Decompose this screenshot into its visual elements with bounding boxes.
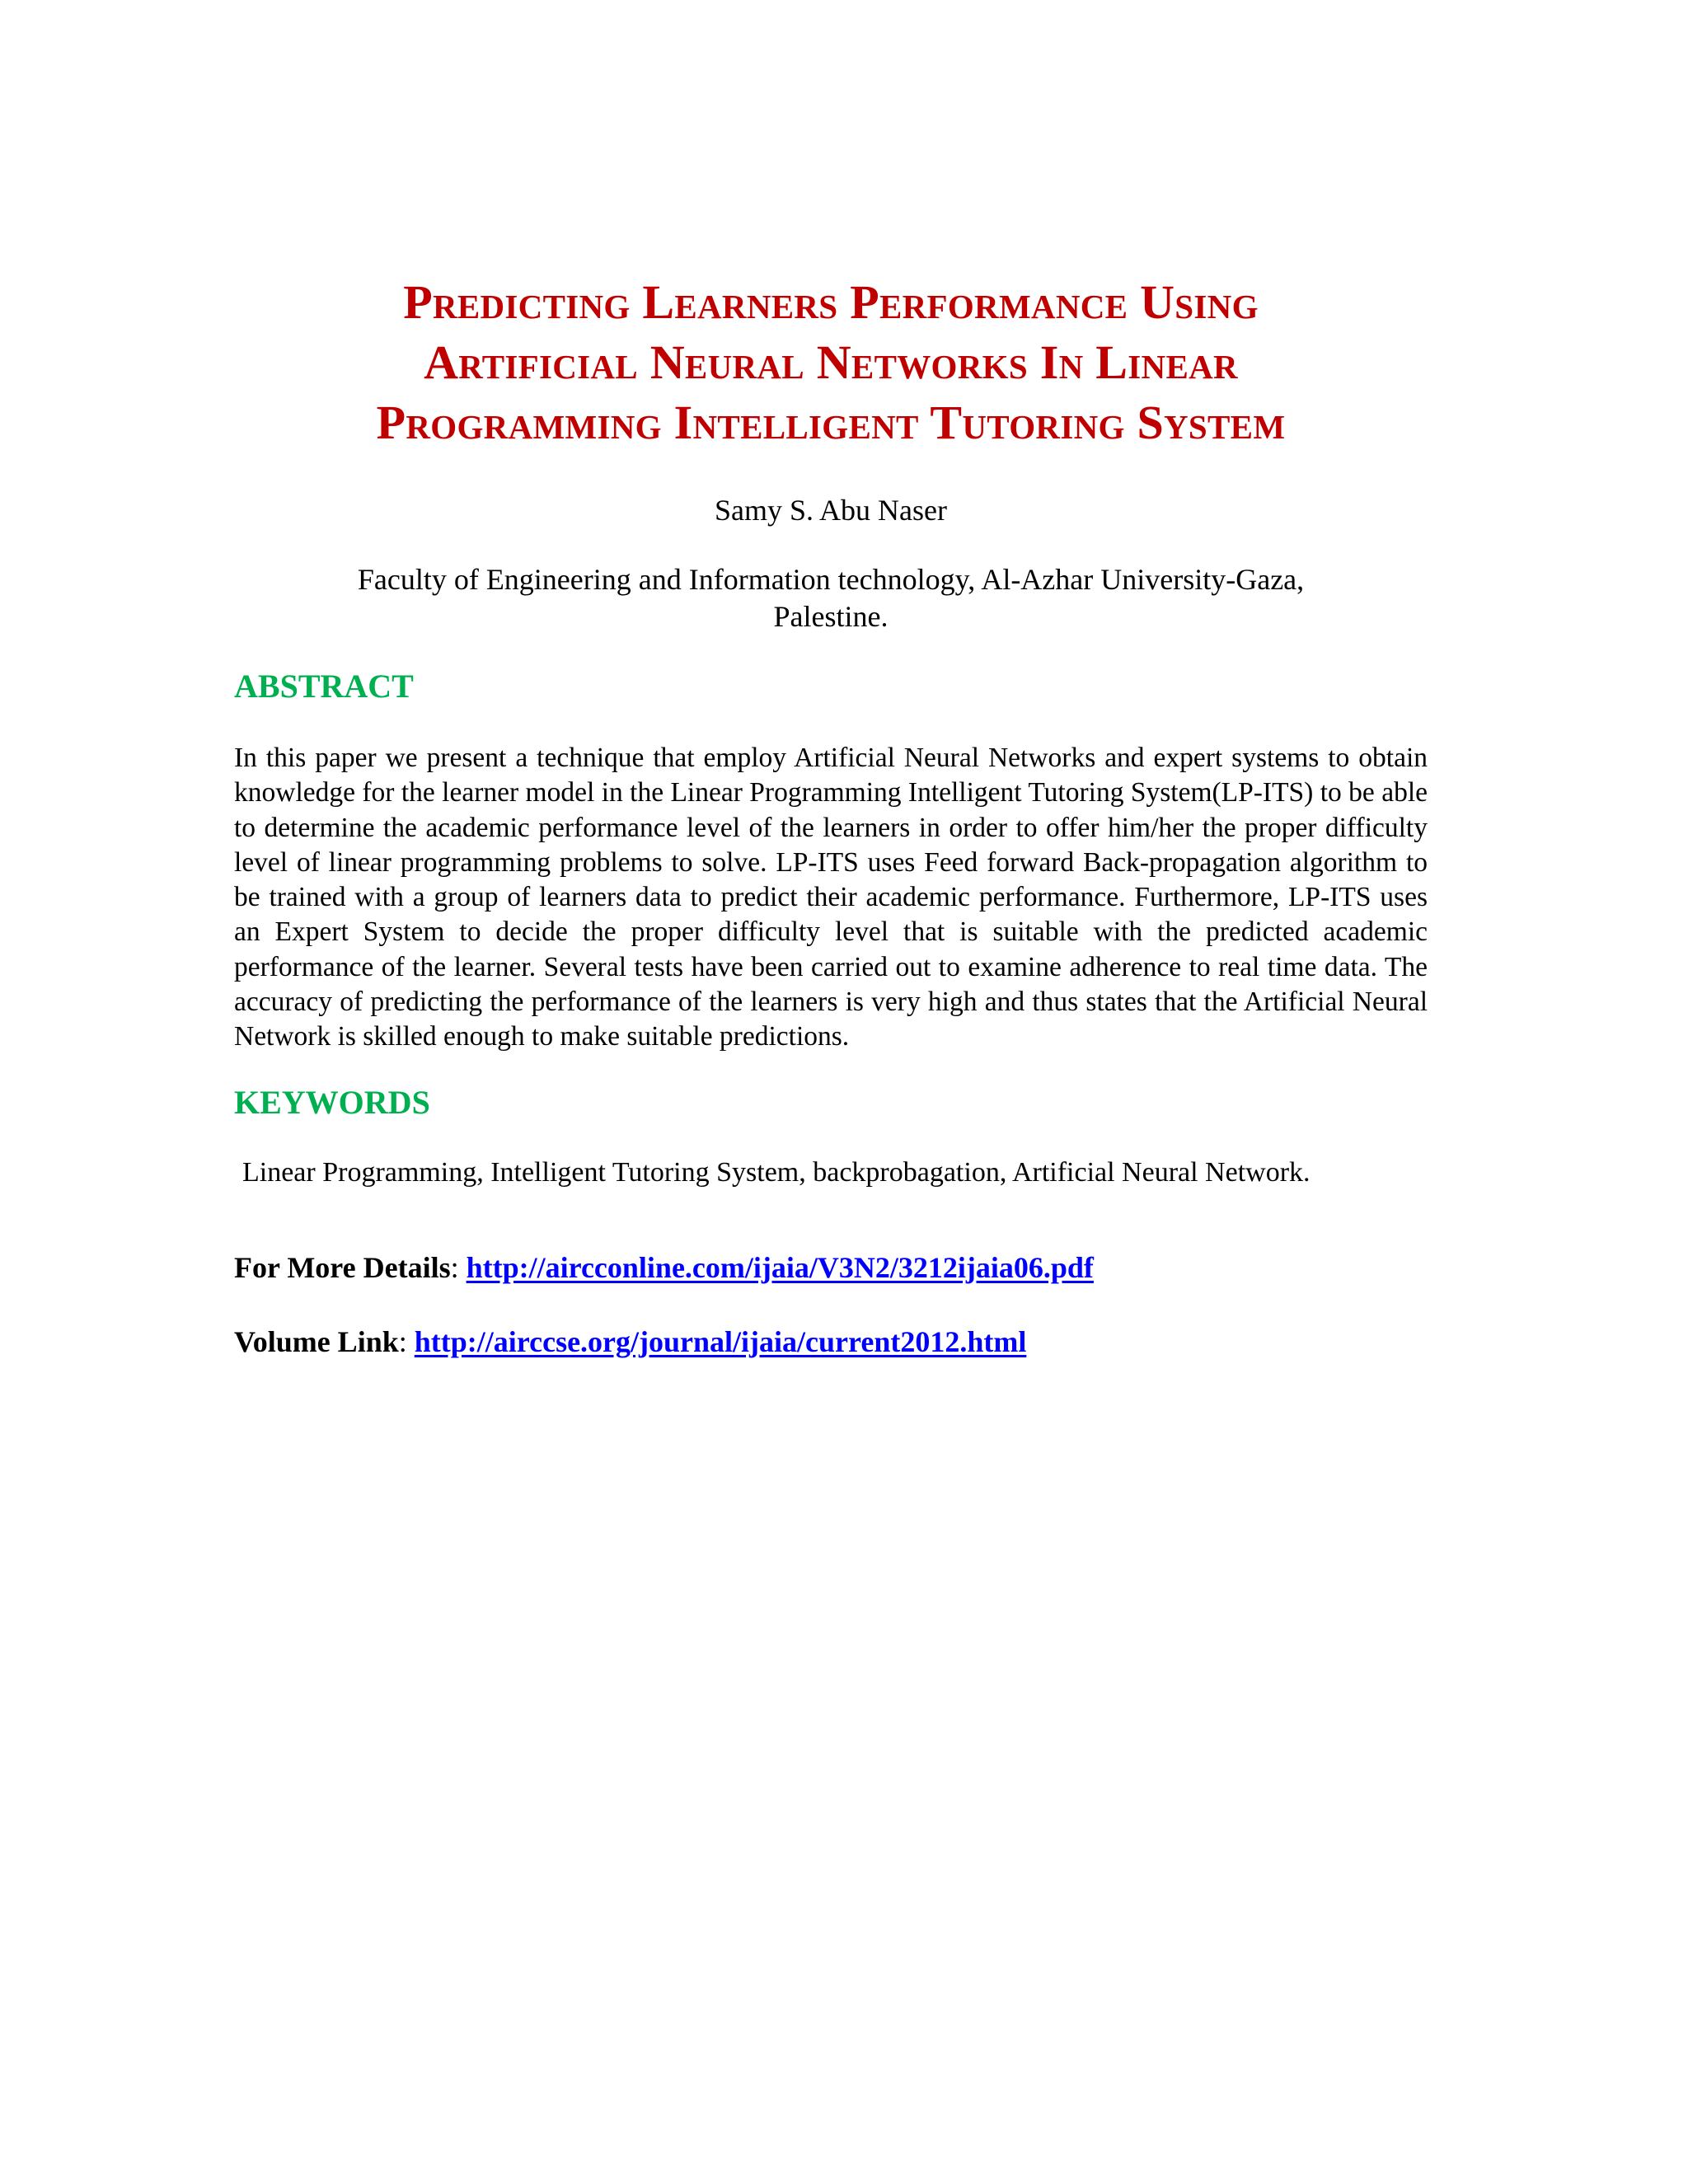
keywords-heading: KEYWORDS (234, 1083, 430, 1121)
paper-title (234, 272, 1428, 452)
abstract-text: In this paper we present a technique that employ Artificial Neural Networks and expert systems to obtain knowledge for the learner model in the Linear Programming Intelligent Tutoring System(LP-ITS) to be able to determine the academic performance level of the learners in order to offer him/her the proper difficulty level of linear programming problems to solve. LP-ITS uses Feed forward Back-propagation algorithm to be trained with a group of learners data to predict their academic performance. Furthermore, LP-ITS uses an Expert System to decide the proper difficulty level that is suitable with the predicted academic performance of the learner. Several tests have been carried out to examine adherence to real time data. The accuracy of predicting the performance of the learners is very high and thus states that the Artificial Neural Network is skilled enough to make suitable predictions. (234, 743, 1428, 1052)
more-details-label: For More Details (234, 1250, 451, 1284)
more-details-line (234, 1249, 1428, 1286)
more-details-separator: : (450, 1250, 467, 1284)
title-line-3: Programming Intelligent Tutoring System (376, 396, 1286, 449)
volume-link[interactable]: http://airccse.org/journal/ijaia/current2012.html (414, 1324, 1027, 1358)
title-line-1: Predicting Learners Performance Using (403, 275, 1259, 329)
title-line-2: Artificial Neural Networks In Linear (424, 335, 1238, 389)
author-name: Samy S. Abu Naser (715, 494, 947, 527)
author-affiliation (234, 561, 1428, 635)
affiliation-line-2: Palestine. (773, 600, 889, 633)
volume-link-line (234, 1324, 1428, 1360)
affiliation-line-1: Faculty of Engineering and Information technology, Al-Azhar University-Gaza, (357, 563, 1305, 596)
volume-link-separator: : (398, 1324, 415, 1358)
keywords-text: Linear Programming, Intelligent Tutoring System, backprobagation, Artificial Neural Network. (242, 1156, 1311, 1188)
abstract-heading: ABSTRACT (234, 668, 414, 705)
more-details-link[interactable]: http://aircconline.com/ijaia/V3N2/3212ijaia06.pdf (466, 1250, 1094, 1284)
volume-link-label: Volume Link (234, 1324, 399, 1358)
paper-content (234, 272, 1428, 1360)
